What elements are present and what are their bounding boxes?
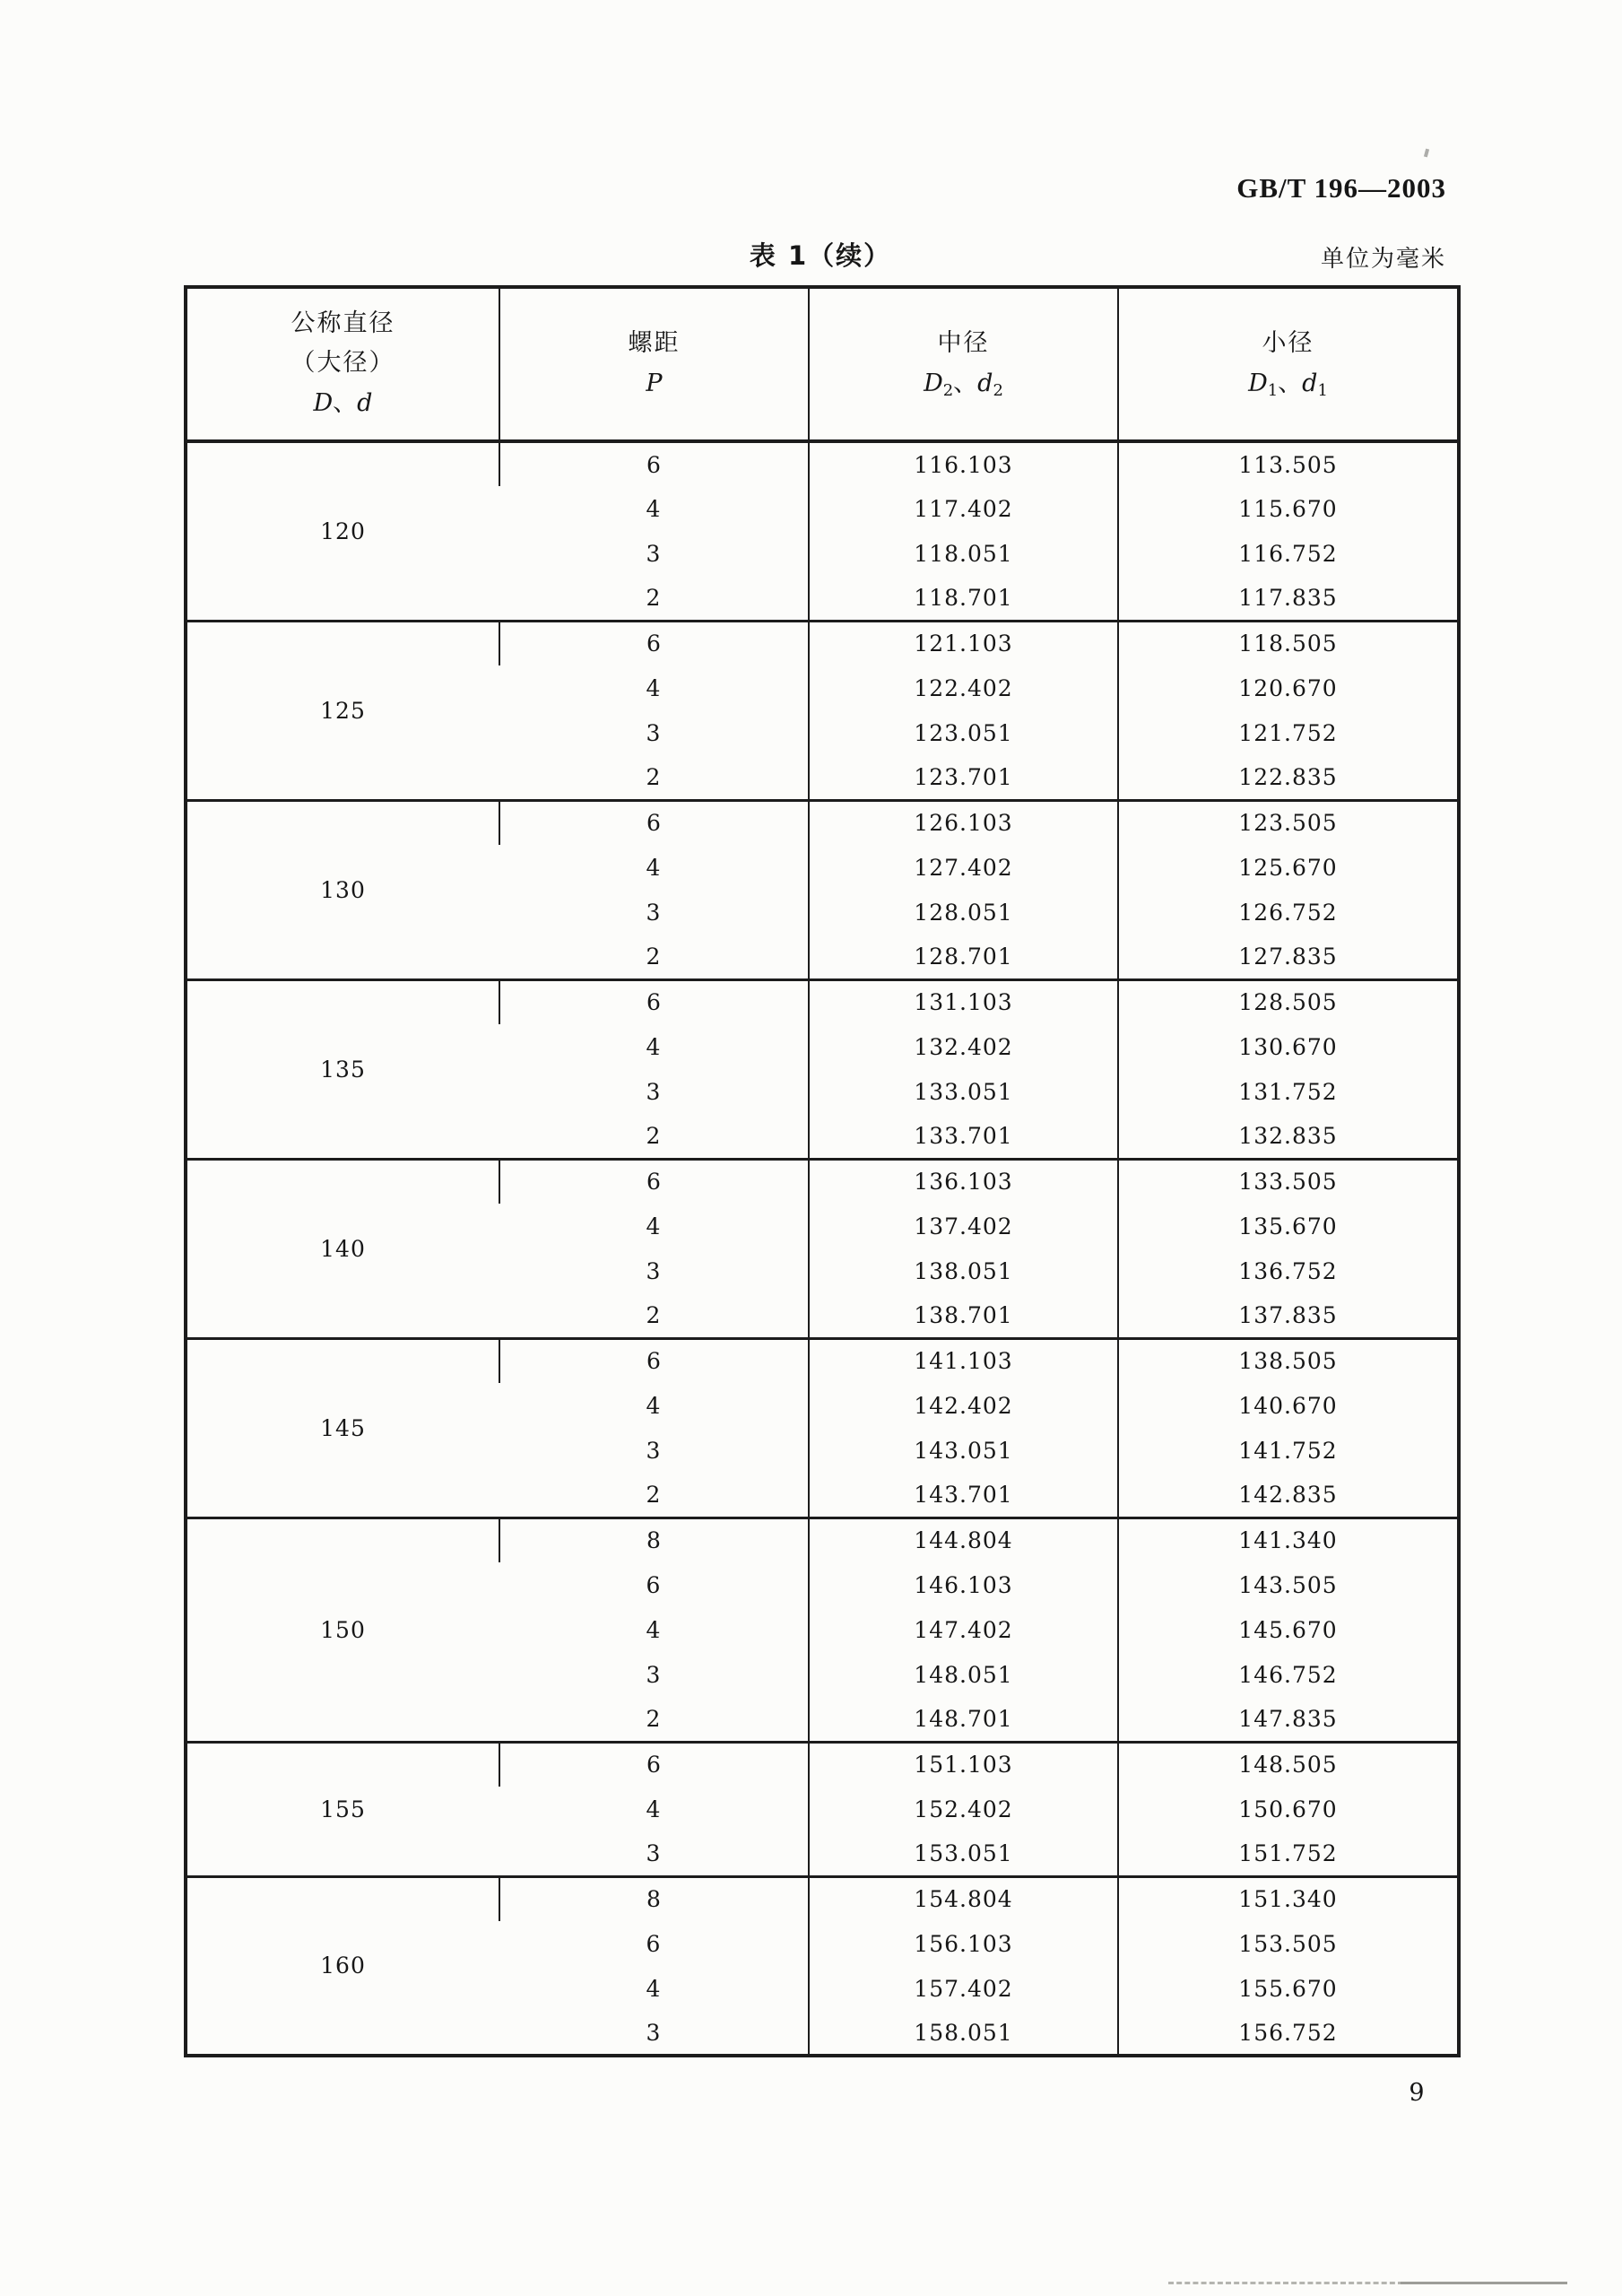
pitch-diameter-cell: 157.402 xyxy=(809,1966,1118,2011)
pitch-cell: 4 xyxy=(646,854,662,881)
pitch-cell: 3 xyxy=(646,899,662,926)
table-row xyxy=(186,1742,1459,1787)
minor-diameter-cell: 148.505 xyxy=(1118,1742,1459,1787)
pitch-diameter-cell: 133.701 xyxy=(809,1114,1118,1159)
pitch-diameter-cell: 123.701 xyxy=(809,755,1118,800)
minor-diameter-cell: 126.752 xyxy=(1118,890,1459,935)
standard-number: GB/T 196—2003 xyxy=(1236,172,1446,204)
pitch-cell: 4 xyxy=(646,674,662,701)
pitch-cell: 4 xyxy=(646,1616,662,1643)
unit-note: 单位为毫米 xyxy=(1320,246,1446,273)
pitch-diameter-cell: 122.402 xyxy=(809,665,1118,710)
table-body xyxy=(186,441,1459,2056)
header-text-line: 螺距 xyxy=(628,329,681,357)
pitch-cell: 4 xyxy=(646,1392,662,1419)
minor-diameter-cell: 150.670 xyxy=(1118,1787,1459,1831)
pitch-diameter-cell: 152.402 xyxy=(809,1787,1118,1831)
minor-diameter-cell: 153.505 xyxy=(1118,1921,1459,1966)
minor-diameter-cell: 146.752 xyxy=(1118,1652,1459,1697)
pitch-diameter-cell: 144.804 xyxy=(809,1518,1118,1562)
nominal-diameter-cell: 135 xyxy=(186,979,499,1159)
pitch-cell: 4 xyxy=(646,1975,662,2002)
pitch-diameter-cell: 126.103 xyxy=(809,800,1118,845)
minor-diameter-cell: 120.670 xyxy=(1118,665,1459,710)
pitch-cell: 2 xyxy=(646,1301,662,1328)
minor-diameter-cell: 128.505 xyxy=(1118,979,1459,1024)
minor-diameter-cell: 116.752 xyxy=(1118,531,1459,576)
pitch-cell: 3 xyxy=(646,2019,662,2046)
minor-diameter-cell: 118.505 xyxy=(1118,621,1459,665)
pitch-cell: 6 xyxy=(646,1930,662,1957)
page-number: 9 xyxy=(1409,2079,1425,2107)
table-row xyxy=(186,979,1459,1024)
pitch-diameter-cell: 128.701 xyxy=(809,935,1118,979)
minor-diameter-cell: 130.670 xyxy=(1118,1024,1459,1069)
minor-diameter-cell: 141.752 xyxy=(1118,1428,1459,1473)
pitch-cell: 2 xyxy=(646,763,662,790)
minor-diameter-cell: 140.670 xyxy=(1118,1383,1459,1428)
minor-diameter-cell: 156.752 xyxy=(1118,2011,1459,2056)
pitch-diameter-cell: 156.103 xyxy=(809,1921,1118,1966)
pitch-cell: 3 xyxy=(646,1437,662,1464)
minor-diameter-cell: 145.670 xyxy=(1118,1607,1459,1652)
thread-dimensions-table xyxy=(184,285,1461,2057)
pitch-cell: 2 xyxy=(646,1481,662,1508)
pitch-diameter-cell: 118.051 xyxy=(809,531,1118,576)
pitch-diameter-cell: 143.051 xyxy=(809,1428,1118,1473)
pitch-diameter-cell: 138.701 xyxy=(809,1293,1118,1338)
header-pitch xyxy=(499,287,809,441)
header-text-line: （大径） xyxy=(291,349,395,377)
pitch-cell: 4 xyxy=(646,1796,662,1822)
pitch-diameter-cell: 148.051 xyxy=(809,1652,1118,1697)
pitch-diameter-cell: 128.051 xyxy=(809,890,1118,935)
minor-diameter-cell: 151.752 xyxy=(1118,1831,1459,1876)
minor-diameter-cell: 136.752 xyxy=(1118,1248,1459,1293)
header-pitch-diameter xyxy=(809,287,1118,441)
nominal-diameter-cell: 140 xyxy=(186,1159,499,1338)
pitch-cell: 2 xyxy=(646,943,662,970)
pitch-cell: 6 xyxy=(499,979,809,1024)
pitch-cell: 6 xyxy=(499,1742,809,1787)
pitch-cell: 3 xyxy=(646,1661,662,1688)
pitch-diameter-cell: 141.103 xyxy=(809,1338,1118,1383)
header-symbol: $D_2$、$d_2$ xyxy=(924,370,1003,400)
pitch-cell: 3 xyxy=(646,1839,662,1866)
minor-diameter-cell: 131.752 xyxy=(1118,1069,1459,1114)
table-row xyxy=(186,1876,1459,1921)
minor-diameter-cell: 121.752 xyxy=(1118,710,1459,755)
minor-diameter-cell: 115.670 xyxy=(1118,486,1459,531)
pitch-cell: 4 xyxy=(646,1213,662,1239)
nominal-diameter-cell: 145 xyxy=(186,1338,499,1518)
pitch-cell: 3 xyxy=(646,1257,662,1284)
scan-speck xyxy=(1424,149,1429,158)
minor-diameter-cell: 132.835 xyxy=(1118,1114,1459,1159)
minor-diameter-cell: 138.505 xyxy=(1118,1338,1459,1383)
pitch-diameter-cell: 131.103 xyxy=(809,979,1118,1024)
header-row xyxy=(186,287,1459,441)
nominal-diameter-cell: 155 xyxy=(186,1742,499,1876)
table-row xyxy=(186,1338,1459,1383)
scan-artifact-solid-line xyxy=(1401,2282,1567,2284)
pitch-diameter-cell: 142.402 xyxy=(809,1383,1118,1428)
pitch-diameter-cell: 138.051 xyxy=(809,1248,1118,1293)
pitch-diameter-cell: 118.701 xyxy=(809,576,1118,621)
minor-diameter-cell: 147.835 xyxy=(1118,1697,1459,1742)
nominal-diameter-cell: 150 xyxy=(186,1518,499,1742)
minor-diameter-cell: 122.835 xyxy=(1118,755,1459,800)
table-row xyxy=(186,621,1459,665)
pitch-cell: 4 xyxy=(646,495,662,522)
pitch-cell: 6 xyxy=(499,1159,809,1204)
minor-diameter-cell: 151.340 xyxy=(1118,1876,1459,1921)
minor-diameter-cell: 137.835 xyxy=(1118,1293,1459,1338)
pitch-diameter-cell: 154.804 xyxy=(809,1876,1118,1921)
pitch-diameter-cell: 146.103 xyxy=(809,1562,1118,1607)
minor-diameter-cell: 133.505 xyxy=(1118,1159,1459,1204)
pitch-diameter-cell: 116.103 xyxy=(809,441,1118,486)
minor-diameter-cell: 141.340 xyxy=(1118,1518,1459,1562)
header-symbol: $D_1$、$d_1$ xyxy=(1248,370,1328,400)
minor-diameter-cell: 113.505 xyxy=(1118,441,1459,486)
nominal-diameter-cell: 125 xyxy=(186,621,499,800)
nominal-diameter-cell: 160 xyxy=(186,1876,499,2056)
pitch-cell: 6 xyxy=(499,441,809,486)
pitch-diameter-cell: 143.701 xyxy=(809,1473,1118,1518)
pitch-diameter-cell: 137.402 xyxy=(809,1204,1118,1248)
minor-diameter-cell: 142.835 xyxy=(1118,1473,1459,1518)
minor-diameter-cell: 117.835 xyxy=(1118,576,1459,621)
pitch-diameter-cell: 123.051 xyxy=(809,710,1118,755)
pitch-cell: 2 xyxy=(646,1705,662,1732)
pitch-cell: 6 xyxy=(499,621,809,665)
table-title: 表 1（续） xyxy=(749,240,892,271)
pitch-diameter-cell: 148.701 xyxy=(809,1697,1118,1742)
pitch-cell: 3 xyxy=(646,540,662,567)
scan-artifact-dashed-line xyxy=(1168,2282,1403,2284)
pitch-cell: 2 xyxy=(646,584,662,611)
table-row xyxy=(186,1518,1459,1562)
pitch-diameter-cell: 151.103 xyxy=(809,1742,1118,1787)
header-symbol: P xyxy=(646,370,663,397)
header-symbol: D、d xyxy=(313,389,373,417)
pitch-cell: 8 xyxy=(499,1518,809,1562)
table-row xyxy=(186,441,1459,486)
pitch-cell: 3 xyxy=(646,719,662,746)
pitch-cell: 8 xyxy=(499,1876,809,1921)
pitch-diameter-cell: 153.051 xyxy=(809,1831,1118,1876)
pitch-cell: 6 xyxy=(499,800,809,845)
table-row xyxy=(186,800,1459,845)
nominal-diameter-cell: 130 xyxy=(186,800,499,979)
pitch-diameter-cell: 132.402 xyxy=(809,1024,1118,1069)
pitch-diameter-cell: 133.051 xyxy=(809,1069,1118,1114)
minor-diameter-cell: 135.670 xyxy=(1118,1204,1459,1248)
minor-diameter-cell: 125.670 xyxy=(1118,845,1459,890)
header-text-line: 中径 xyxy=(937,329,990,357)
pitch-cell: 6 xyxy=(646,1571,662,1598)
minor-diameter-cell: 127.835 xyxy=(1118,935,1459,979)
pitch-cell: 4 xyxy=(646,1033,662,1060)
pitch-cell: 2 xyxy=(646,1122,662,1149)
header-nominal-diameter xyxy=(186,287,499,441)
header-text-line: 小径 xyxy=(1262,329,1314,357)
minor-diameter-cell: 123.505 xyxy=(1118,800,1459,845)
pitch-cell: 3 xyxy=(646,1078,662,1105)
minor-diameter-cell: 143.505 xyxy=(1118,1562,1459,1607)
pitch-diameter-cell: 121.103 xyxy=(809,621,1118,665)
pitch-diameter-cell: 117.402 xyxy=(809,486,1118,531)
header-text-line: 公称直径 xyxy=(291,309,395,337)
pitch-diameter-cell: 136.103 xyxy=(809,1159,1118,1204)
pitch-cell: 6 xyxy=(499,1338,809,1383)
pitch-diameter-cell: 127.402 xyxy=(809,845,1118,890)
table-row xyxy=(186,1159,1459,1204)
pitch-diameter-cell: 158.051 xyxy=(809,2011,1118,2056)
pitch-diameter-cell: 147.402 xyxy=(809,1607,1118,1652)
minor-diameter-cell: 155.670 xyxy=(1118,1966,1459,2011)
header-minor-diameter xyxy=(1118,287,1459,441)
nominal-diameter-cell: 120 xyxy=(320,517,366,544)
